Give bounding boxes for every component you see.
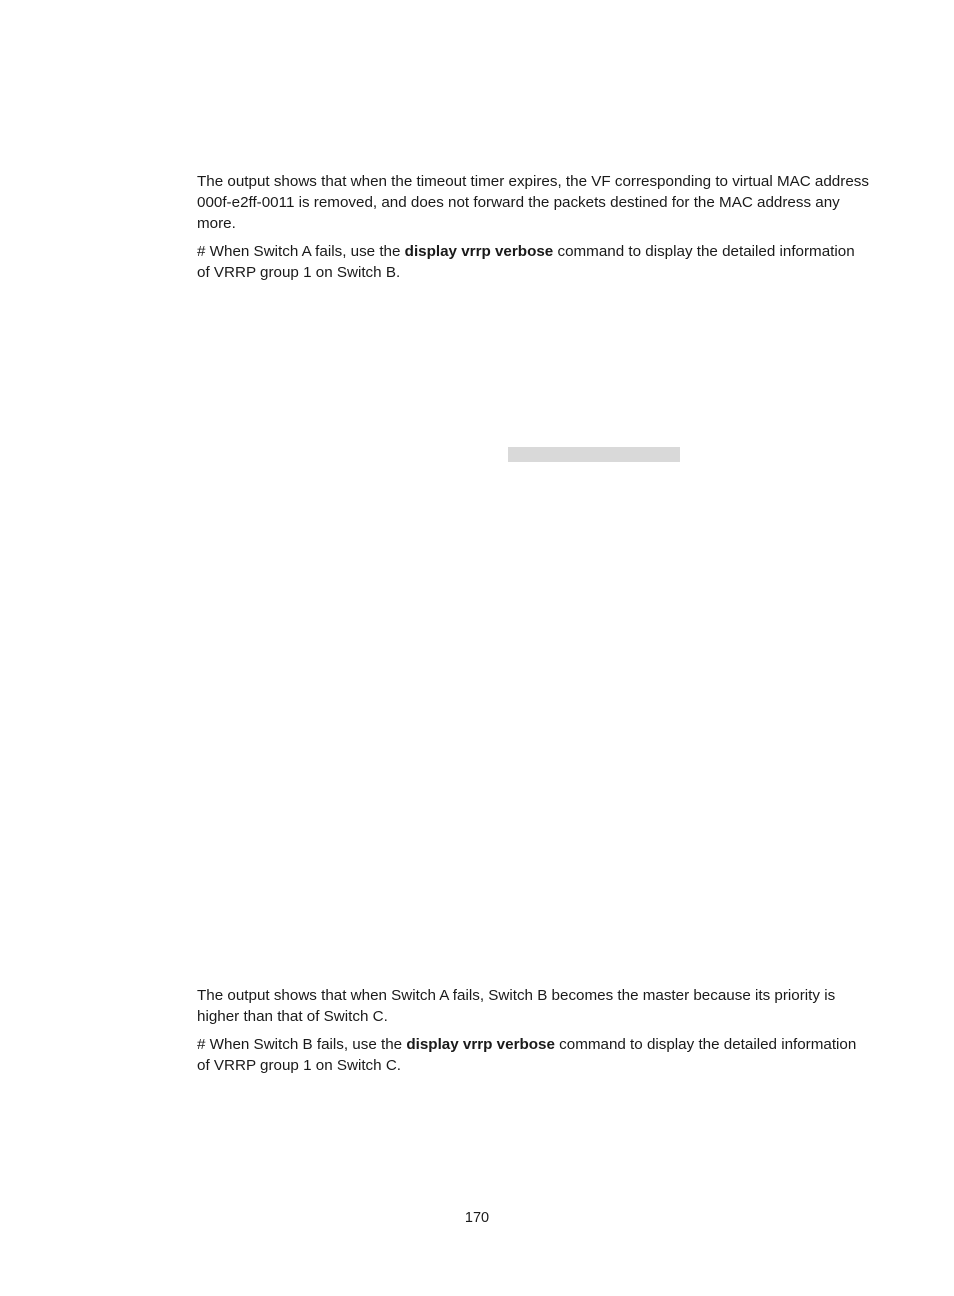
paragraph-switch-b-master: The output shows that when Switch A fails, Switch B becomes the master because its priority is higher than that of Switch C. <box>197 987 836 1025</box>
paragraph-timeout-output: The output shows that when the timeout timer expires, the VF corresponding to virtual MAC address 000f-e2ff-0011 is removed, and does not forward the packets destined for the MAC address any more. <box>197 173 869 232</box>
text-segment: # When Switch A fails, use the <box>197 243 405 260</box>
command-display-vrrp-verbose: display vrrp verbose <box>404 243 554 260</box>
text-segment: command to display the detailed information of VRRP group 1 on Switch B. <box>197 243 855 281</box>
highlight-bar <box>508 447 680 462</box>
paragraph-switch-b-fails <box>197 1034 869 1076</box>
page-number: 170 <box>464 1210 490 1226</box>
text-segment: # When Switch B fails, use the <box>197 1036 407 1053</box>
paragraph-switch-a-fails <box>197 241 869 283</box>
text-segment: command to display the detailed information of VRRP group 1 on Switch C. <box>197 1036 857 1074</box>
command-display-vrrp-verbose: display vrrp verbose <box>406 1036 555 1053</box>
